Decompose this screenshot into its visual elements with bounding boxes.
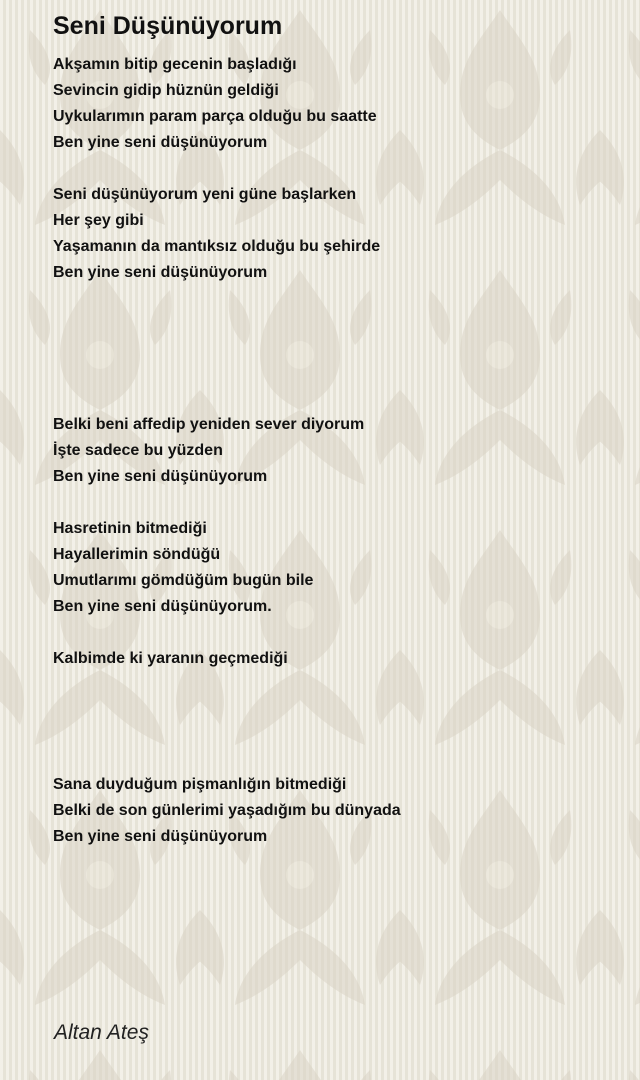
poem-line: Hasretinin bitmediği — [53, 520, 207, 537]
poem-line: İşte sadece bu yüzden — [53, 442, 223, 459]
poem-title: Seni Düşünüyorum — [53, 12, 283, 40]
poem-author: Altan Ateş — [54, 1021, 149, 1044]
poem-line: Belki de son günlerimi yaşadığım bu dünyada — [53, 802, 401, 819]
poem-line: Ben yine seni düşünüyorum. — [53, 598, 272, 615]
poem-line: Ben yine seni düşünüyorum — [53, 134, 268, 151]
poem-line: Akşamın bitip gecenin başladığı — [53, 56, 297, 73]
poem-line: Ben yine seni düşünüyorum — [53, 264, 268, 281]
poem-line: Kalbimde ki yaranın geçmediği — [53, 650, 288, 667]
poem-line: Uykularımın param parça olduğu bu saatte — [53, 108, 377, 125]
poem-line: Yaşamanın da mantıksız olduğu bu şehirde — [53, 238, 381, 255]
poem-line: Ben yine seni düşünüyorum — [53, 828, 268, 845]
poem-line: Seni düşünüyorum yeni güne başlarken — [53, 186, 357, 203]
poem-line: Belki beni affedip yeniden sever diyorum — [53, 416, 365, 433]
poem-line: Her şey gibi — [53, 212, 144, 229]
poem-line: Umutlarımı gömdüğüm bugün bile — [53, 572, 314, 589]
poem-line: Sevincin gidip hüznün geldiği — [53, 82, 279, 99]
poem-line: Hayallerimin söndüğü — [53, 546, 221, 563]
poem-line: Ben yine seni düşünüyorum — [53, 468, 268, 485]
poem-line: Sana duyduğum pişmanlığın bitmediği — [53, 776, 347, 793]
